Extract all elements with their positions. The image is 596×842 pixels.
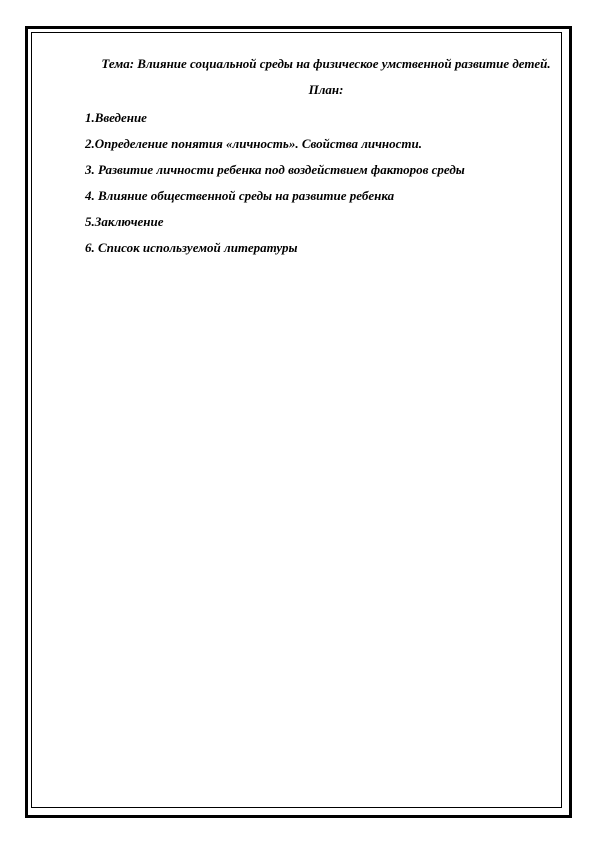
page-content xyxy=(85,56,555,266)
topic-title: Тема: Влияние социальной среды на физическое умственной развитие детей. xyxy=(101,56,551,71)
plan-heading: План: xyxy=(308,82,344,97)
plan-item-introduction: 1.Введение xyxy=(85,110,147,125)
plan-list xyxy=(85,110,555,255)
plan-item-child-development: 3. Развитие личности ребенка под воздействием факторов среды xyxy=(85,162,465,177)
plan-item-references: 6. Список используемой литературы xyxy=(85,240,298,255)
plan-item-conclusion: 5.Заключение xyxy=(85,214,164,229)
plan-item-social-influence: 4. Влияние общественной среды на развитие ребенка xyxy=(85,188,395,203)
plan-item-personality-definition: 2.Определение понятия «личность». Свойства личности. xyxy=(85,136,423,151)
